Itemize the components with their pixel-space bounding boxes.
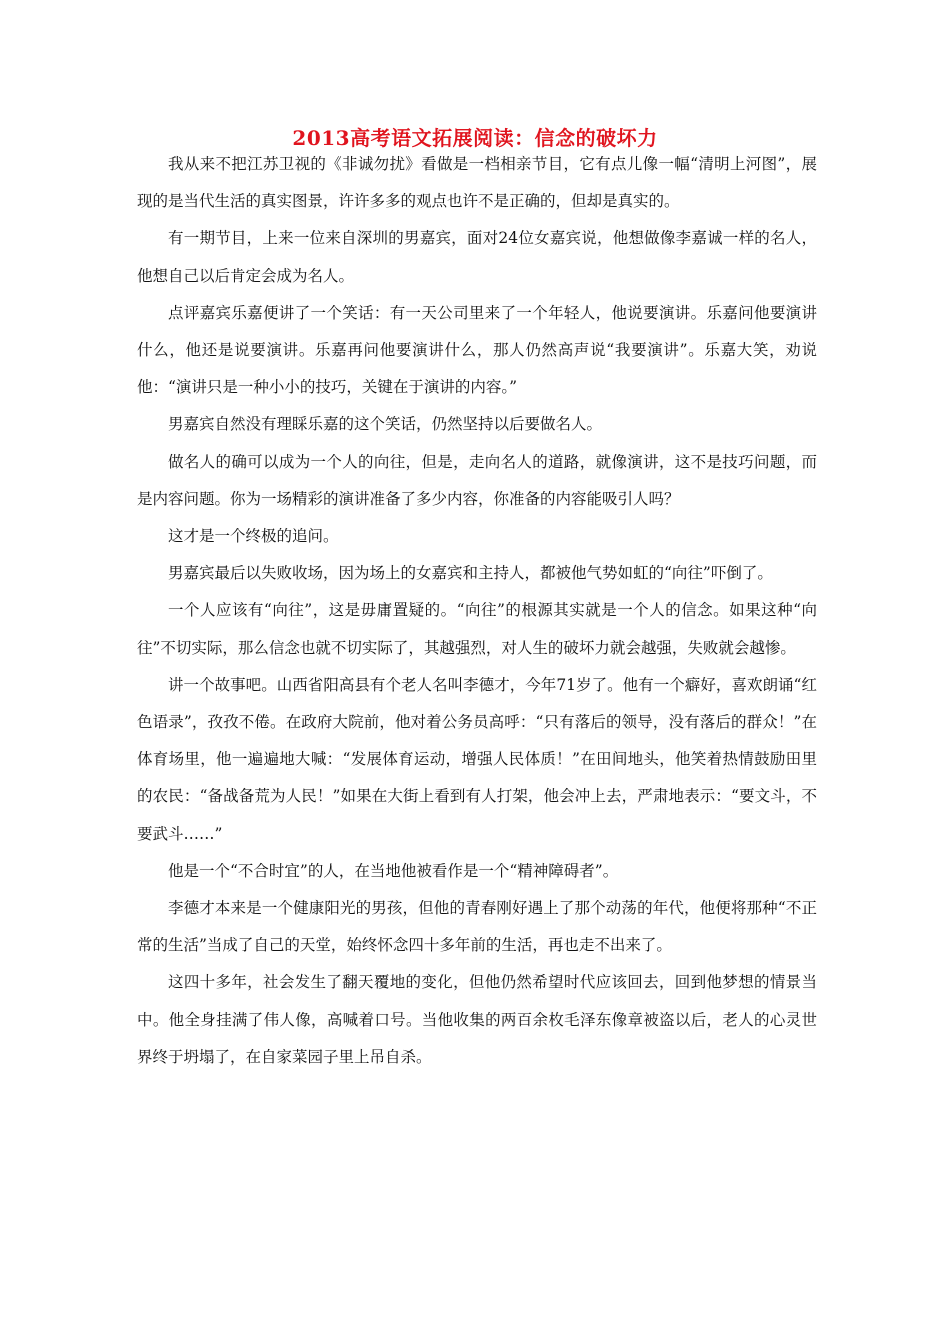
paragraph: 讲一个故事吧。山西省阳高县有个老人名叫李德才，今年71岁了。他有一个癖好，喜欢朗诵“红色语录”，孜孜不倦。在政府大院前，他对着公务员高呼：“只有落后的领导，没有落后的群众！”在体育场里，他一遍遍地大喊：“发展体育运动，增强人民体质！”在田间地头，他笑着热情鼓励田里的农民：“备战备荒为人民！”如果在大街上看到有人打架，他会冲上去，严肃地表示：“要文斗，不要武斗……” <box>137 675 817 843</box>
paragraph: 这四十多年，社会发生了翻天覆地的变化，但他仍然希望时代应该回去，回到他梦想的情景当中。他全身挂满了伟人像，高喊着口号。当他收集的两百余枚毛泽东像章被盗以后，老人的心灵世界终于坍塌了，在自家菜园子里上吊自杀。 <box>137 973 817 1066</box>
paragraph: 这才是一个终极的追问。 <box>168 527 339 546</box>
document-title: 2013高考语文拓展阅读：信念的破坏力 <box>292 126 658 150</box>
paragraph: 李德才本来是一个健康阳光的男孩，但他的青春刚好遇上了那个动荡的年代，他便将那种“不正常的生活”当成了自己的天堂，始终怀念四十多年前的生活，再也走不出来了。 <box>137 899 817 955</box>
document-body <box>137 146 817 1076</box>
paragraph: 做名人的确可以成为一个人的向往，但是，走向名人的道路，就像演讲，这不是技巧问题，而是内容问题。你为一场精彩的演讲准备了多少内容，你准备的内容能吸引人吗？ <box>137 452 817 508</box>
paragraph: 他是一个“不合时宜”的人，在当地他被看作是一个“精神障碍者”。 <box>168 861 619 880</box>
paragraph: 点评嘉宾乐嘉便讲了一个笑话：有一天公司里来了一个年轻人，他说要演讲。乐嘉问他要演讲什么，他还是说要演讲。乐嘉再问他要演讲什么，那人仍然高声说“我要演讲”。乐嘉大笑，劝说他：“演讲只是一种小小的技巧，关键在于演讲的内容。” <box>137 303 817 397</box>
paragraph: 男嘉宾自然没有理睬乐嘉的这个笑话，仍然坚持以后要做名人。 <box>168 415 603 434</box>
paragraph: 男嘉宾最后以失败收场，因为场上的女嘉宾和主持人，都被他气势如虹的“向往”吓倒了。 <box>168 564 773 583</box>
paragraph: 一个人应该有“向往”，这是毋庸置疑的。“向往”的根源其实就是一个人的信念。如果这种“向往”不切实际，那么信念也就不切实际了，其越强烈，对人生的破坏力就会越强，失败就会越惨。 <box>137 601 817 657</box>
paragraph: 有一期节目，上来一位来自深圳的男嘉宾，面对24位女嘉宾说，他想做像李嘉诚一样的名人，他想自己以后肯定会成为名人。 <box>137 229 817 285</box>
paragraph: 我从来不把江苏卫视的《非诚勿扰》看做是一档相亲节目，它有点儿像一幅“清明上河图”，展现的是当代生活的真实图景，许许多多的观点也许不是正确的，但却是真实的。 <box>137 155 817 211</box>
